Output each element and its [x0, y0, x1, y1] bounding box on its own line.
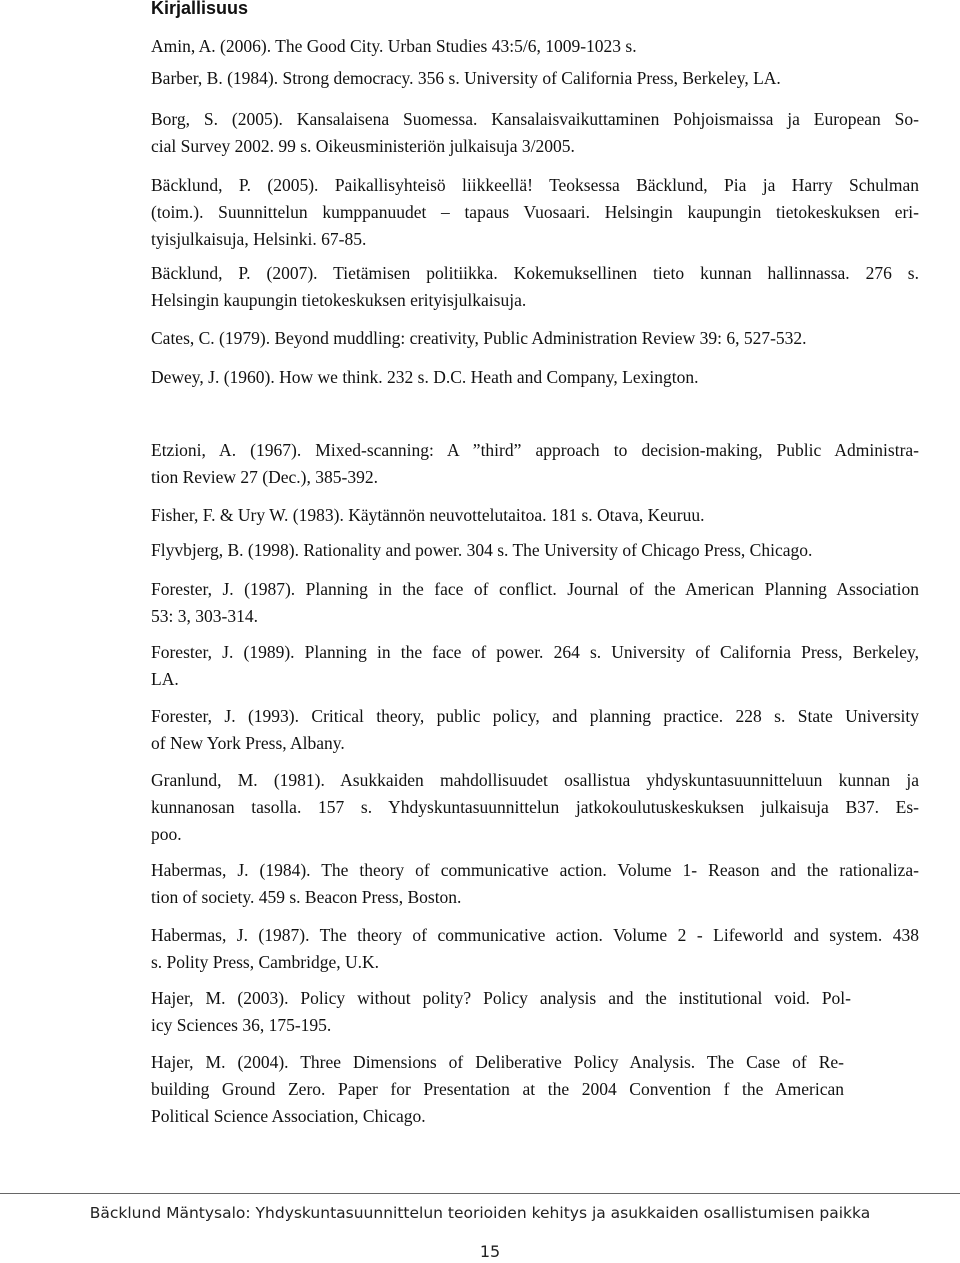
reference-entry — [151, 260, 919, 314]
reference-line: Hajer, M. (2003). Policy without polity? Policy analysis and the institutional void. Pol- — [151, 988, 851, 1008]
reference-line: Cates, C. (1979). Beyond muddling: creativity, Public Administration Review 39: 6, 527-532. — [151, 328, 807, 348]
reference-line: poo. — [151, 824, 182, 844]
reference-entry — [151, 537, 919, 564]
reference-entry — [151, 33, 919, 60]
reference-line: of New York Press, Albany. — [151, 733, 345, 753]
reference-line: Borg, S. (2005). Kansalaisena Suomessa. Kansalaisvaikuttaminen Pohjoismaissa ja European So- — [151, 109, 919, 129]
reference-line: Hajer, M. (2004). Three Dimensions of Deliberative Policy Analysis. The Case of Re- — [151, 1052, 844, 1072]
page-footer: Bäcklund Mäntysalo: Yhdyskuntasuunnittelun teorioiden kehitys ja asukkaiden osallistumisen paikka — [89, 1204, 871, 1222]
reference-entry — [151, 502, 919, 529]
reference-line: Granlund, M. (1981). Asukkaiden mahdollisuudet osallistua yhdyskuntasuunnitteluun kunnan ja — [151, 770, 919, 790]
reference-line: Forester, J. (1987). Planning in the face of conflict. Journal of the American Planning Association — [151, 579, 919, 599]
reference-entry — [151, 985, 851, 1039]
reference-line: icy Sciences 36, 175-195. — [151, 1015, 332, 1035]
reference-line: Habermas, J. (1987). The theory of communicative action. Volume 2 - Lifeworld and system. 438 — [151, 925, 919, 945]
reference-line: cial Survey 2002. 99 s. Oikeusministeriön julkaisuja 3/2005. — [151, 136, 575, 156]
reference-entry — [151, 65, 919, 92]
reference-line: Forester, J. (1993). Critical theory, public policy, and planning practice. 228 s. State University — [151, 706, 919, 726]
page-number: 15 — [479, 1242, 501, 1261]
reference-entry — [151, 364, 919, 391]
reference-line: (toim.). Suunnittelun kumppanuudet – tapaus Vuosaari. Helsingin kaupungin tietokeskuksen eri- — [151, 202, 919, 222]
reference-entry — [151, 857, 919, 911]
section-heading: Kirjallisuus — [151, 0, 249, 18]
reference-line: Fisher, F. & Ury W. (1983). Käytännön neuvottelutaitoa. 181 s. Otava, Keuruu. — [151, 505, 705, 525]
reference-entry — [151, 172, 919, 253]
reference-line: Bäcklund, P. (2005). Paikallisyhteisö liikkeellä! Teoksessa Bäcklund, Pia ja Harry Schulman — [151, 175, 919, 195]
reference-line: Barber, B. (1984). Strong democracy. 356 s. University of California Press, Berkeley, LA. — [151, 68, 781, 88]
reference-entry — [151, 922, 919, 976]
reference-entry — [151, 639, 919, 693]
reference-line: Habermas, J. (1984). The theory of communicative action. Volume 1- Reason and the rationaliza- — [151, 860, 919, 880]
reference-line: Forester, J. (1989). Planning in the face of power. 264 s. University of California Press, Berkeley, — [151, 642, 919, 662]
reference-line: Political Science Association, Chicago. — [151, 1106, 426, 1126]
reference-entry — [151, 767, 919, 848]
reference-entry — [151, 106, 919, 160]
reference-line: Flyvbjerg, B. (1998). Rationality and power. 304 s. The University of Chicago Press, Chicago. — [151, 540, 813, 560]
reference-line: Amin, A. (2006). The Good City. Urban Studies 43:5/6, 1009-1023 s. — [151, 36, 637, 56]
reference-entry — [151, 576, 919, 630]
reference-entry — [151, 325, 919, 352]
reference-line: Helsingin kaupungin tietokeskuksen erityisjulkaisuja. — [151, 290, 527, 310]
reference-line: Bäcklund, P. (2007). Tietämisen politiikka. Kokemuksellinen tieto kunnan hallinnassa. 276 s. — [151, 263, 919, 283]
reference-line: tion Review 27 (Dec.), 385-392. — [151, 467, 378, 487]
reference-entry — [151, 1049, 844, 1130]
reference-line: LA. — [151, 669, 179, 689]
reference-line: kunnanosan tasolla. 157 s. Yhdyskuntasuunnittelun jatkokoulutuskeskuksen julkaisuja B37. Es- — [151, 797, 919, 817]
reference-line: 53: 3, 303-314. — [151, 606, 258, 626]
reference-line: s. Polity Press, Cambridge, U.K. — [151, 952, 379, 972]
reference-line: tion of society. 459 s. Beacon Press, Boston. — [151, 887, 462, 907]
reference-line: building Ground Zero. Paper for Presentation at the 2004 Convention f the American — [151, 1079, 844, 1099]
footer-divider — [0, 1193, 960, 1194]
reference-entry — [151, 437, 919, 491]
reference-line: Dewey, J. (1960). How we think. 232 s. D.C. Heath and Company, Lexington. — [151, 367, 699, 387]
reference-line: Etzioni, A. (1967). Mixed-scanning: A ”third” approach to decision-making, Public Administra- — [151, 440, 919, 460]
reference-entry — [151, 703, 919, 757]
reference-line: tyisjulkaisuja, Helsinki. 67-85. — [151, 229, 367, 249]
